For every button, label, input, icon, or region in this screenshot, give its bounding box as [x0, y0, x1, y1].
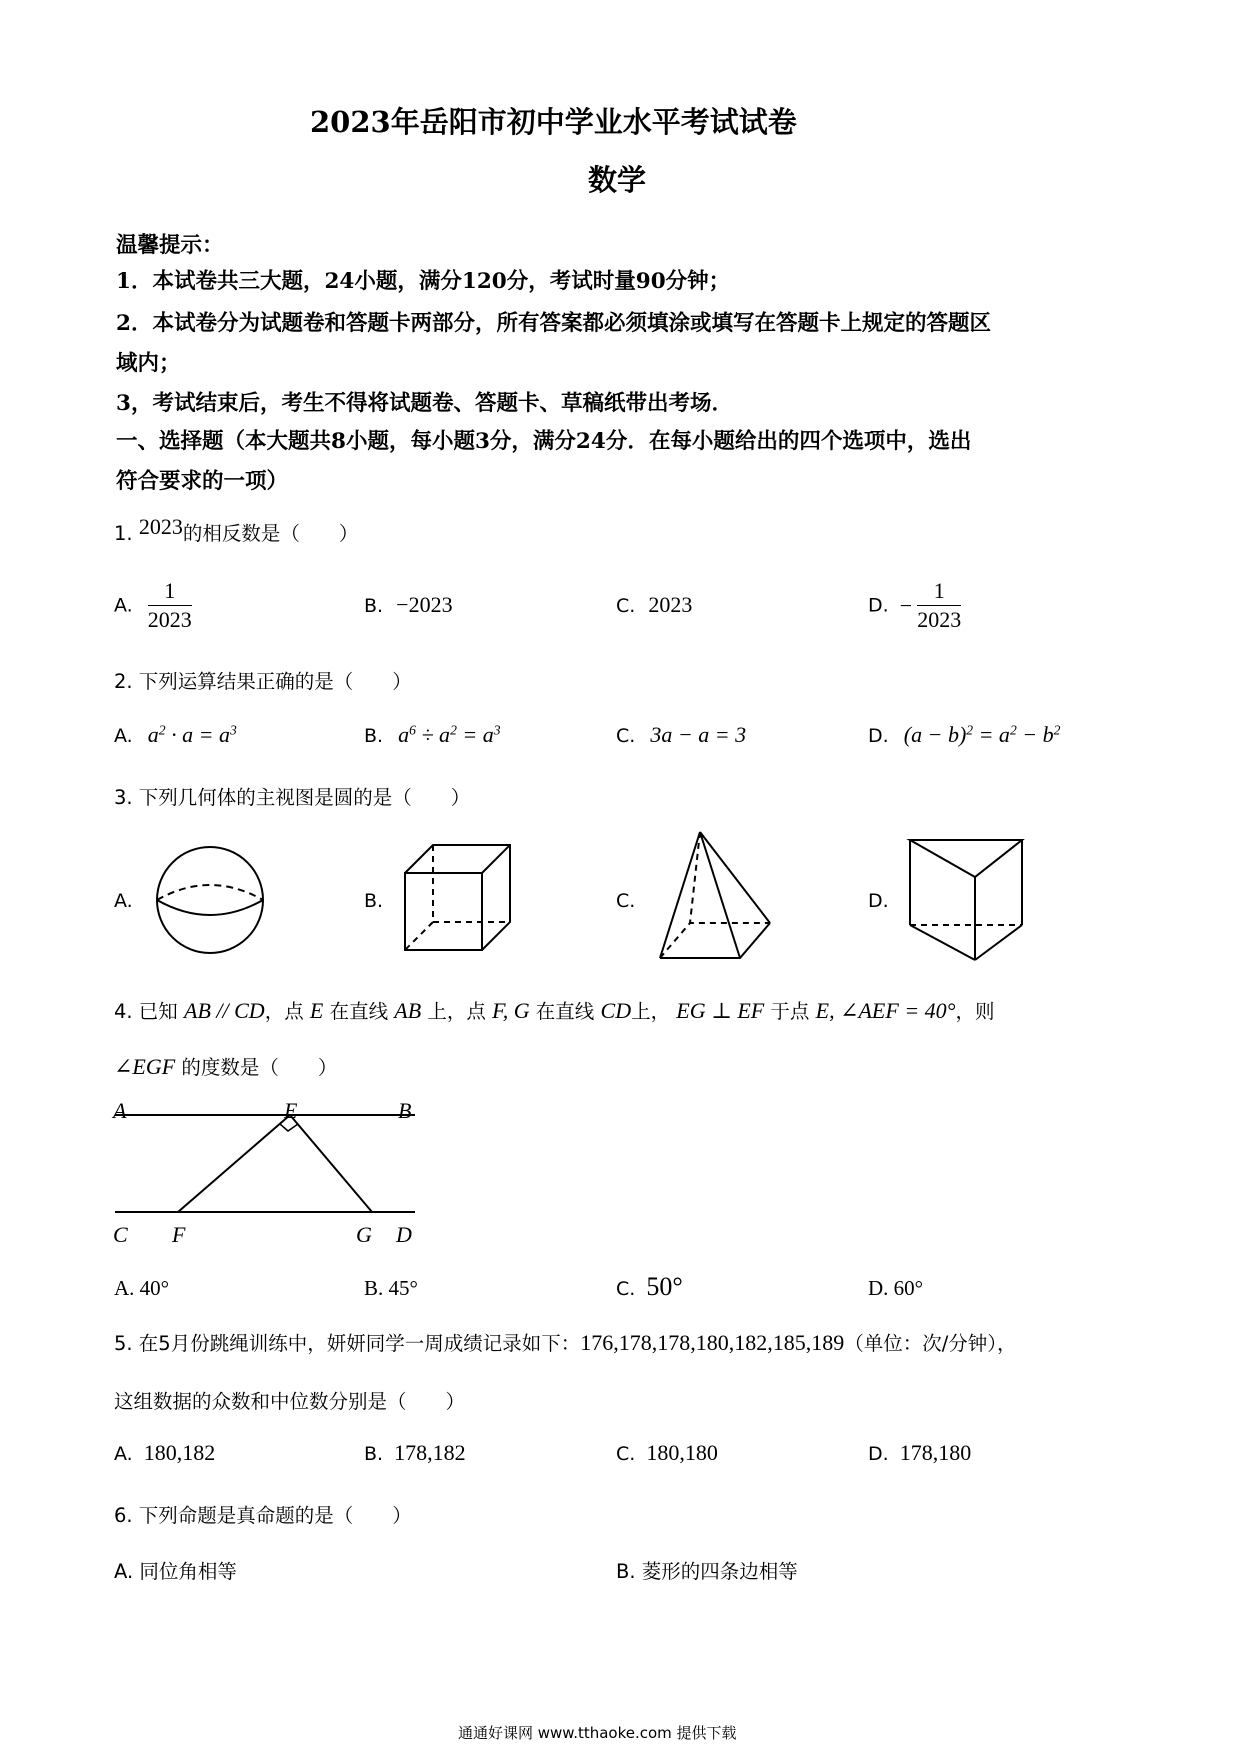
q1-option-c-value: 2023 [648, 592, 693, 617]
q4-option-c[interactable] [616, 1272, 683, 1302]
tips-line-3: 3，考试结束后，考生不得将试题卷、答题卡、草稿纸带出考场． [116, 391, 733, 416]
q3-option-c-label[interactable]: C. [616, 890, 636, 912]
q5-option-b-value: 178,182 [394, 1440, 466, 1465]
q6-option-a[interactable]: A. 同位角相等 [114, 1560, 237, 1583]
q4-stem-h: ，则 [955, 1000, 995, 1023]
q4-option-a[interactable]: A. 40° [114, 1276, 170, 1300]
q5-option-a-value: 180,182 [143, 1440, 216, 1465]
q4-math-angle: E, ∠AEF = 40° [815, 998, 956, 1023]
q4-option-b[interactable]: B. 45° [364, 1276, 418, 1300]
q4-stem-f: 上， [631, 1000, 671, 1023]
q1-option-d-fraction [917, 577, 961, 634]
q3-option-d-label[interactable]: D. [868, 890, 889, 912]
point-label-c: C [113, 1222, 128, 1247]
q1-option-a[interactable] [114, 577, 192, 634]
q2-option-a[interactable] [114, 722, 237, 748]
q4-option-d[interactable]: D. 60° [868, 1276, 924, 1300]
q4-stem-a: 4. 已知 [114, 1000, 178, 1023]
subject-title: 数学 [588, 163, 647, 197]
q5-stem-line-1 [114, 1328, 1017, 1356]
q4-stem-e: 在直线 [535, 1000, 595, 1023]
q1-option-b[interactable] [364, 592, 453, 618]
q1-stem [114, 514, 359, 546]
q2-option-d-label: D. [868, 725, 889, 747]
q4-stem-g: 于点 [770, 1000, 810, 1023]
q2-option-c-label: C. [616, 725, 636, 747]
q5-option-a-label: A. [114, 1443, 133, 1465]
fraction-denominator: 2023 [917, 607, 962, 632]
q4-stem-d: 上，点 [427, 1000, 486, 1023]
q5-option-c-value: 180,180 [646, 1440, 718, 1465]
exam-title: 2023年岳阳市初中学业水平考试试卷 [310, 105, 797, 139]
q6-option-b[interactable]: B. 菱形的四条边相等 [616, 1560, 798, 1583]
q1-option-c[interactable] [616, 592, 692, 618]
pyramid-icon [655, 828, 780, 963]
q2-option-c-expr: 3a − a = 3 [650, 722, 747, 747]
q5-option-d-value: 178,180 [899, 1440, 972, 1465]
q2-option-b[interactable] [364, 722, 501, 748]
q2-option-b-label: B. [364, 725, 384, 747]
q1-option-d[interactable] [868, 577, 961, 634]
q4-math-egf: ∠EGF [114, 1054, 176, 1079]
q5-stem-a: 5. 在5月份跳绳训练中，妍妍同学一周成绩记录如下： [114, 1332, 581, 1355]
point-label-d: D [396, 1222, 412, 1247]
q5-option-a[interactable] [114, 1440, 215, 1466]
q1-stem-text: 的相反数是（ ） [182, 522, 359, 545]
q5-option-b[interactable] [364, 1440, 466, 1466]
q2-option-c[interactable] [616, 722, 746, 748]
point-label-b: B [398, 1098, 412, 1123]
q6-stem: 6. 下列命题是真命题的是（ ） [114, 1504, 412, 1527]
q5-stem-line-2: 这组数据的众数和中位数分别是（ ） [114, 1390, 466, 1413]
q1-number: 1. [114, 522, 133, 545]
point-label-g: G [356, 1222, 372, 1247]
q4-math-parallel: AB // CD [184, 998, 265, 1023]
q3-option-a-label[interactable]: A. [114, 890, 133, 912]
q1-option-a-fraction [148, 577, 192, 634]
q3-stem: 3. 下列几何体的主视图是圆的是（ ） [114, 786, 471, 809]
q1-option-d-label: D. [868, 594, 889, 617]
fraction-denominator: 2023 [147, 607, 192, 632]
q3-option-b-label[interactable]: B. [364, 890, 384, 912]
q5-data: 176,178,178,180,182,185,189 [580, 1330, 845, 1355]
q4-option-c-value: 50° [646, 1272, 683, 1301]
q4-math-perp: EG ⊥ EF [676, 998, 765, 1023]
q2-option-a-label: A. [114, 725, 133, 747]
sphere-icon [150, 840, 270, 960]
q4-stem-i: 的度数是（ ） [181, 1056, 338, 1079]
q5-stem-b: （单位：次/分钟）， [844, 1332, 1017, 1355]
section-heading-line-2: 符合要求的一项） [116, 469, 289, 494]
parallel-lines-diagram [110, 1090, 430, 1240]
q5-option-d[interactable] [868, 1440, 971, 1466]
section-heading-line-1: 一、选择题（本大题共8小题，每小题3分，满分24分．在每小题给出的四个选项中，选出 [116, 429, 972, 454]
prism-icon [905, 835, 1030, 965]
q1-option-a-label: A. [114, 594, 133, 617]
fraction-numerator: 1 [148, 577, 192, 606]
q5-option-b-label: B. [364, 1443, 384, 1465]
tips-heading: 温馨提示： [116, 233, 224, 258]
cube-icon [400, 840, 520, 965]
tips-line-2a: 2．本试卷分为试题卷和答题卡两部分，所有答案都必须填涂或填写在答题卡上规定的答题区 [116, 311, 991, 336]
q5-option-d-label: D. [868, 1443, 889, 1465]
q2-option-d[interactable] [868, 722, 1060, 748]
q5-option-c[interactable] [616, 1440, 718, 1466]
q1-value: 2023 [138, 514, 183, 539]
q2-option-a-expr: $a^2 \cdot a = a^3$ [147, 722, 237, 747]
tips-line-1: 1．本试卷共三大题，24小题，满分120分，考试时量90分钟； [116, 269, 731, 294]
q1-option-d-sign: − [899, 592, 913, 618]
q4-math-e: E [309, 998, 324, 1023]
q4-math-ab: AB [394, 998, 422, 1023]
q4-stem-line-1 [114, 996, 994, 1024]
point-label-f: F [172, 1222, 186, 1247]
point-label-e: E [284, 1098, 298, 1123]
point-label-a: A [113, 1098, 127, 1123]
q4-stem-c: 在直线 [329, 1000, 389, 1023]
footer-credit: 通通好课网 www.tthaoke.com 提供下载 [458, 1724, 737, 1742]
q1-option-b-label: B. [364, 595, 384, 617]
q2-stem: 2. 下列运算结果正确的是（ ） [114, 670, 412, 693]
q2-option-d-expr: $(a - b)^2 = a^2 - b^2$ [903, 722, 1061, 747]
q2-option-b-expr: $a^6 \div a^2 = a^3$ [398, 722, 501, 747]
q5-option-c-label: C. [616, 1443, 636, 1465]
q4-math-fg: F, G [492, 998, 530, 1023]
q4-stem-b: ，点 [264, 1000, 304, 1023]
q1-option-b-value: −2023 [396, 592, 453, 617]
tips-line-2b: 域内； [116, 351, 181, 376]
q4-math-cd: CD [600, 998, 632, 1023]
q4-stem-line-2 [114, 1052, 337, 1080]
fraction-numerator: 1 [917, 577, 961, 606]
q1-option-c-label: C. [616, 595, 636, 617]
q4-option-c-label: C. [616, 1278, 636, 1300]
